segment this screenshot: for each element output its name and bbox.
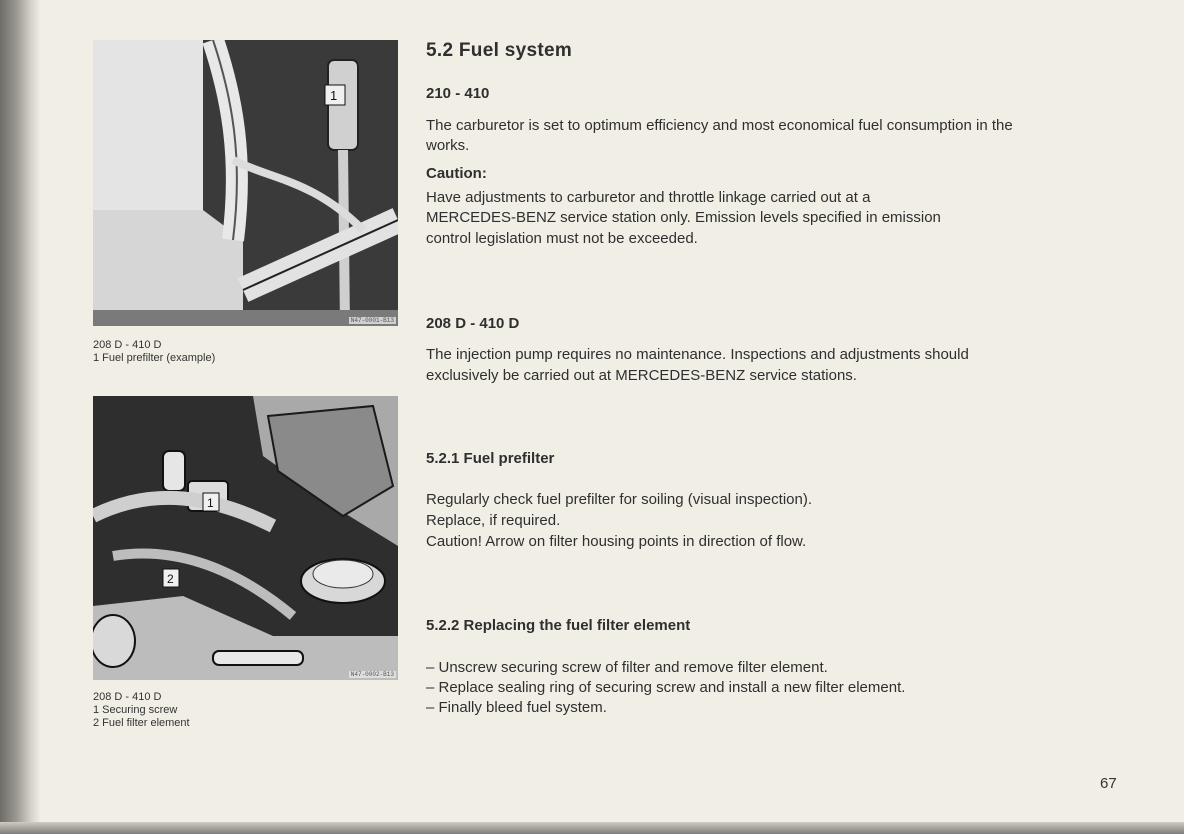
figure1-caption-model: 208 D - 410 D xyxy=(93,339,162,351)
figure2-caption-model: 208 D - 410 D xyxy=(93,691,162,703)
prefilter-line2: Replace, if required. xyxy=(426,512,561,529)
list-item: – Replace sealing ring of securing screw and install a new filter element. xyxy=(426,679,906,696)
figure2-caption-item1: 1 Securing screw xyxy=(93,704,178,716)
page-number: 67 xyxy=(1100,775,1117,792)
figure2-marker1: 1 xyxy=(207,496,214,510)
figure1-caption-item1: 1 Fuel prefilter (example) xyxy=(93,352,216,364)
fuel-filter-illustration xyxy=(93,396,398,680)
book-binding-shadow xyxy=(0,0,40,834)
petrol-heading: 210 - 410 xyxy=(426,85,490,102)
figure1-marker: 1 xyxy=(330,88,338,103)
prefilter-line3: Caution! Arrow on filter housing points in direction of flow. xyxy=(426,533,807,550)
caution-line2: MERCEDES-BENZ service station only. Emission levels specified in emission xyxy=(426,209,941,226)
page-bottom-edge xyxy=(0,822,1184,834)
figure-fuel-filter-photo xyxy=(93,396,398,680)
diesel-line1: The injection pump requires no maintenance. Inspections and adjustments should xyxy=(426,346,969,363)
petrol-text: The carburetor is set to optimum efficiency and most economical fuel consumption in the works. xyxy=(426,117,1013,154)
prefilter-heading: 5.2.1 Fuel prefilter xyxy=(426,450,555,467)
diesel-line2: exclusively be carried out at MERCEDES-BENZ service stations. xyxy=(426,367,857,384)
figure2-caption-item2: 2 Fuel filter element xyxy=(93,717,190,729)
fuel-prefilter-illustration xyxy=(93,40,398,326)
figure1-code: N47-0001-B13 xyxy=(350,317,394,324)
caution-label: Caution: xyxy=(426,165,487,182)
replace-heading: 5.2.2 Replacing the fuel filter element xyxy=(426,617,691,634)
figure2-marker2: 2 xyxy=(167,572,174,586)
diesel-heading: 208 D - 410 D xyxy=(426,315,520,332)
section-title: 5.2 Fuel system xyxy=(426,40,573,61)
figure-fuel-prefilter-photo xyxy=(93,40,398,326)
prefilter-line1: Regularly check fuel prefilter for soiling (visual inspection). xyxy=(426,491,813,508)
list-item: – Unscrew securing screw of filter and remove filter element. xyxy=(426,659,828,676)
figure2-caption xyxy=(93,691,190,730)
caution-line3: control legislation must not be exceeded. xyxy=(426,230,698,247)
caution-line1: Have adjustments to carburetor and throttle linkage carried out at a xyxy=(426,189,871,206)
list-item: – Finally bleed fuel system. xyxy=(426,699,607,716)
replace-steps xyxy=(426,658,905,718)
figure2-code: N47-0002-B13 xyxy=(350,671,394,678)
figure1-caption xyxy=(93,339,215,365)
